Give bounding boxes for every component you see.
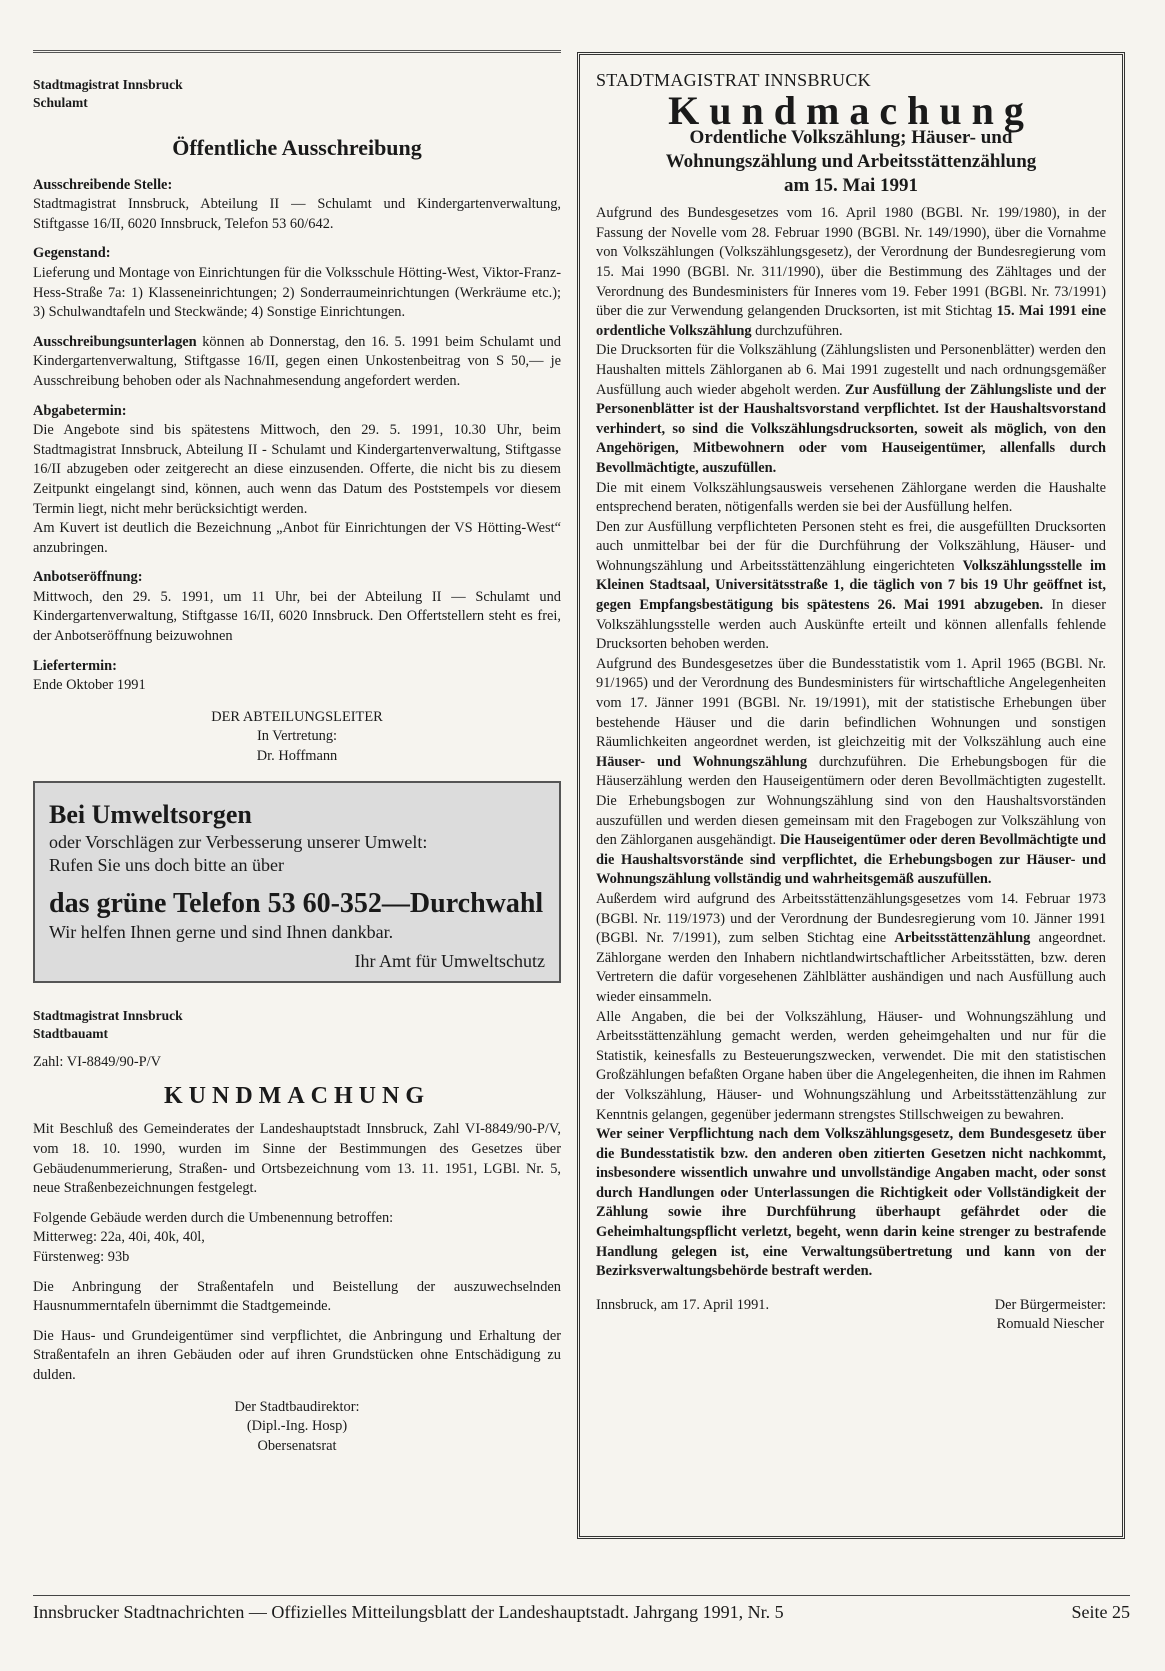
vz-paragraph-5 xyxy=(596,655,1106,890)
umwelt-line-2: Rufen Sie uns doch bitte an über xyxy=(49,854,284,875)
vz-subtitle-2: Wohnungszählung und Arbeitsstättenzählung xyxy=(665,151,1037,173)
unterlagen-text: können ab Donnerstag, den 16. 5. 1991 beim Schulamt und Kindergartenverwaltung, Stiftgasse 16/II, gegen einen Unkostenbeitrag von S 50,— je Ausschreibung behoben oder als Nachnahmesendung angefordert werden. xyxy=(33,333,561,389)
stelle-text: Stadtmagistrat Innsbruck, Abteilung II — Schulamt und Kindergartenverwaltung, Stiftgasse 16/II, 6020 Innsbruck, Telefon 53 60/642. xyxy=(33,196,561,232)
gegenstand-label: Gegenstand: xyxy=(33,245,111,262)
umwelt-box xyxy=(33,781,561,984)
bauamt-title: KUNDMACHUNG xyxy=(164,1082,430,1109)
unterlagen-paragraph xyxy=(33,333,561,392)
left-column xyxy=(33,76,561,1456)
vz-signature xyxy=(596,1296,1106,1335)
umwelt-title: Bei Umweltsorgen xyxy=(49,799,252,829)
footer-rule xyxy=(33,1595,1130,1596)
ausschreibung-dept: Schulamt xyxy=(33,95,88,110)
footer-page-number: Seite 25 xyxy=(1071,1602,1130,1622)
vz-p1a: Aufgrund des Bundesgesetzes vom 16. April 1980 (BGBl. Nr. 199/1980), in der Fassung der Novelle vom 28. Februar 1990 (BGBl. Nr. 149/1990), über die Vornahme von Volkszählungen (Volkszählungsgesetz), der Verordnung der Bundesregierung vom 15. Mai 1990 (BGBl. Nr. 311/1990), über die Bestimmung des Zähltages und der Verordnung des Bundesministers für Inneres vom 19. Feber 1991 (BGBl. Nr. 73/1991) über die zur Verwendung gelangenden Drucksorten, ist mit Stichtag xyxy=(596,205,1106,320)
footer-publication: Innsbrucker Stadtnachrichten — Offizielles Mitteilungsblatt der Landeshauptstadt. Jahrgang 1991, Nr. 5 xyxy=(33,1602,784,1622)
vz-p5d: Die Hauseigentümer oder deren Bevollmächtigte und die Haushaltsvorstände sind verpflichtet, die Erhebungsbogen zur Häuser- und Wohnungszählung vollständig und wahrheitsgemäß auszufüllen. xyxy=(596,832,1106,888)
vz-org: STADTMAGISTRAT INNSBRUCK xyxy=(596,70,871,90)
ausschreibung-title: Öffentliche Ausschreibung xyxy=(172,135,422,160)
bauamt-zahl: Zahl: VI-8849/90-P/V xyxy=(33,1054,162,1071)
vz-p1b: 15. Mai 1991 eine ordentliche Volkszählung xyxy=(596,303,1106,339)
eroeffnung-label: Anbotseröffnung: xyxy=(33,569,143,586)
vz-paragraph-3: Die mit einem Volkszählungsausweis versehenen Zählorgane werden die Haushalte entsprechend beraten, nötigenfalls werden sie bei der Ausfüllung helfen. xyxy=(596,479,1106,516)
vz-p5b: Häuser- und Wohnungszählung xyxy=(596,753,808,770)
bauamt-p2-3: Fürstenweg: 93b xyxy=(33,1248,130,1265)
umwelt-phone: das grüne Telefon 53 60-352—Durchwahl xyxy=(49,887,544,919)
unterlagen-bold: Ausschreibungsunterlagen xyxy=(33,333,197,350)
vz-paragraph-4 xyxy=(596,518,1106,655)
ausschreibung-sig-1: DER ABTEILUNGSLEITER xyxy=(211,708,383,725)
vz-p2a: Die Drucksorten für die Volkszählung (Zählungslisten und Personenblätter) werden den Haushalten mittels Zählorganen ab 6. Mai 1991 zugestellt und nach ordnungsgemäßer Ausfüllung auch wieder abgeholt werden. xyxy=(596,342,1106,398)
bauamt-signature xyxy=(33,1398,561,1457)
vz-signatory xyxy=(995,1296,1106,1335)
stelle-label: Ausschreibende Stelle: xyxy=(33,176,173,193)
vz-p4a: Den zur Ausfüllung verpflichteten Personen steht es frei, die ausgefüllten Drucksorten auch unmittelbar bei der für die Durchführung der Volkszählung, Häuser- und Wohnungszählung und Arbeitsstättenzählung eingerichteten xyxy=(596,518,1106,574)
vz-p2b: Zur Ausfüllung der Zählungsliste und der Personenblätter ist der Haushaltsvorstand verpflichtet. Ist der Haushaltsvorstand verhindert, so sind die Volkszählungsdrucksorten, soweit als möglich, von den Angehörigen, Mitbewohnern oder vom Hauseigentümer, allenfalls durch Bevollmächtigte, auszufüllen. xyxy=(596,381,1106,476)
vz-paragraph-1 xyxy=(596,204,1106,341)
vz-p1c: durchzuführen. xyxy=(751,322,843,339)
umwelt-sign: Ihr Amt für Umweltschutz xyxy=(354,950,545,971)
liefer-label: Liefertermin: xyxy=(33,657,117,674)
bauamt-p4: Die Haus- und Grundeigentümer sind verpflichtet, die Anbringung und Erhaltung der Straßentafeln an ihren Gebäuden oder auf ihren Grundstücken ohne Entschädigung zu dulden. xyxy=(33,1327,561,1383)
bauamt-notice xyxy=(33,1007,561,1456)
vz-p6a: Außerdem wird aufgrund des Arbeitsstättenzählungsgesetzes vom 14. Februar 1973 (BGBl. Nr. 119/1973) und der Verordnung der Bundesregierung vom 10. Jänner 1991 (BGBl. Nr. 7/1991), zum selben Stichtag eine xyxy=(596,890,1106,947)
bauamt-sig-2: (Dipl.-Ing. Hosp) xyxy=(246,1418,348,1435)
page-footer xyxy=(33,1602,1130,1623)
vz-p5a: Aufgrund des Bundesgesetzes über die Bundesstatistik vom 1. April 1965 (BGBl. Nr. 91/1965) und der Verordnung des Bundesministers für wirtschaftliche Angelegenheiten vom 17. Jänner 1991 (BGBl. Nr. 19/1991), mit der statistische Erhebungen über bestehende Häuser und die darin befindlichen Wohnungen und sonstigen Räumlichkeiten angeordnet werden, ist gleichzeitig mit der Volkszählung auch eine xyxy=(596,655,1106,751)
bauamt-sig-1: Der Stadtbaudirektor: xyxy=(234,1398,360,1415)
liefer-text: Ende Oktober 1991 xyxy=(33,677,146,694)
umwelt-line-1: oder Vorschlägen zur Verbesserung unserer Umwelt: xyxy=(49,831,428,852)
top-double-rule xyxy=(33,50,561,53)
eroeffnung-text: Mittwoch, den 29. 5. 1991, um 11 Uhr, bei der Abteilung II — Schulamt und Kindergartenverwaltung, Stiftgasse 16/II, 6020 Innsbruck. Den Offertstellern steht es frei, der Anbotseröffnung beizuwohnen xyxy=(33,588,561,645)
volkszaehlung-notice xyxy=(577,52,1125,1539)
ausschreibung-signature xyxy=(33,708,561,767)
abgabe-text: Die Angebote sind bis spätestens Mittwoch, den 29. 5. 1991, 10.30 Uhr, beim Stadtmagistrat Innsbruck, Abteilung II - Schulamt und Kindergartenverwaltung, Stiftgasse 16/II abzugeben oder zeitgerecht an diese einzusenden. Offerte, die nicht bis zu diesem Zeitpunkt eingelangt sind, können, auch wenn das Datum des Poststempels vor diesem Termin liegt, nicht mehr berücksichtigt werden. xyxy=(33,422,561,517)
kuvert-text: Am Kuvert ist deutlich die Bezeichnung „Anbot für Einrichtungen der VS Hötting-West“ anzubringen. xyxy=(33,520,561,556)
vz-paragraph-2 xyxy=(596,341,1106,478)
bauamt-p2-2: Mitterweg: 22a, 40i, 40k, 40l, xyxy=(33,1229,205,1246)
abgabe-label: Abgabetermin: xyxy=(33,402,127,419)
umwelt-line-3: Wir helfen Ihnen gerne und sind Ihnen dankbar. xyxy=(49,921,394,942)
bauamt-p1: Mit Beschluß des Gemeinderates der Landeshauptstadt Innsbruck, Zahl VI-8849/90-P/V, vom 18. 10. 1990, wurden im Sinne der Bestimmungen des Gesetzes über Gebäudenummerierung, Straßen- und Ortsbezeichnung vom 13. 11. 1951, LGBl. Nr. 5, neue Straßenbezeichnungen festgelegt. xyxy=(33,1121,561,1197)
bauamt-dept: Stadtbauamt xyxy=(33,1026,109,1042)
ausschreibung-org: Stadtmagistrat Innsbruck xyxy=(33,77,183,92)
bauamt-org: Stadtmagistrat Innsbruck xyxy=(33,1008,183,1024)
vz-p5c: durchzuführen. Die Erhebungsbogen für die Häuserzählung werden den Hauseigentümern oder deren Bevollmächtigten zugestellt. Die Erhebungsbogen zur Wohnungszählung sind von den Haushaltsvorständen auszufüllen und werden diesen gemeinsam mit den Fragebogen zur Volkszählung von den Zählorganen ausgehändigt. xyxy=(596,753,1106,849)
ausschreibung-sig-2: In Vertretung: xyxy=(256,728,338,745)
ausschreibung-notice xyxy=(33,76,561,767)
vz-title: Kundmachung xyxy=(668,87,1034,133)
bauamt-p2-1: Folgende Gebäude werden durch die Umbenennung betroffen: xyxy=(33,1209,394,1226)
vz-p4b: Volkszählungsstelle im Kleinen Stadtsaal, Universitätsstraße 1, die täglich von 7 bis 19 Uhr geöffnet ist, gegen Empfangsbestätigung bis spätestens 26. Mai 1991 abzugeben. xyxy=(596,557,1106,614)
vz-sig-1: Der Bürgermeister: xyxy=(994,1296,1106,1313)
bauamt-p3: Die Anbringung der Straßentafeln und Beistellung der auszuwechselnden Hausnummerntafeln übernimmt die Stadtgemeinde. xyxy=(33,1278,561,1315)
ausschreibung-sig-3: Dr. Hoffmann xyxy=(256,748,338,765)
vz-paragraph-7: Alle Angaben, die bei der Volkszählung, Häuser- und Wohnungszählung und Arbeitsstättenzählung gemacht werden, werden geheimgehalten und nur für die Statistik, keinesfalls zu Besteuerungszwecken, verwendet. Die mit den statistischen Großzählungen befaßten Organe haben über die Angelegenheiten, die ihnen im Rahmen der Volkszählung, Häuser- und Wohnungszählung und Arbeitsstättenzählung zur Kenntnis gelangen, gegenüber jedermann strengstes Stillschweigen zu bewahren. xyxy=(596,1008,1106,1123)
vz-paragraph-8: Wer seiner Verpflichtung nach dem Volkszählungsgesetz, dem Bundesgesetz über die Bundesstatistik bzw. den anderen oben zitierten Gesetzen nicht nachkommt, insbesondere wissentlich unwahre und unvollständige Angaben macht, oder sonst durch Handlungen oder Unterlassungen die Richtigkeit oder Vollständigkeit der Zählung sowie ihre Durchführung überhaupt gefährdet oder die Geheimhaltungspflicht verletzt, begeht, wenn darin keine strenger zu bestrafende Handlung gelegen ist, eine Verwaltungsübertretung und kann von der Bezirksverwaltungsbehörde bestraft werden. xyxy=(596,1126,1106,1280)
bauamt-sig-3: Obersenatsrat xyxy=(257,1437,337,1454)
vz-sig-2: Romuald Niescher xyxy=(996,1316,1105,1333)
vz-p4c: In dieser Volkszählungsstelle werden auch Auskünfte erteilt und können allenfalls fehlende Drucksorten behoben werden. xyxy=(596,597,1106,653)
vz-place-date: Innsbruck, am 17. April 1991. xyxy=(596,1296,770,1313)
gegenstand-text: Lieferung und Montage von Einrichtungen für die Volksschule Hötting-West, Viktor-Franz-Hess-Straße 7a: 1) Klasseneinrichtungen; 2) Sonderraumeinrichtungen (Werkräume etc.); 3) Schulwandtafeln und Steckwände; 4) Sonstige Einrichtungen. xyxy=(33,264,561,321)
vz-subtitle-1: Ordentliche Volkszählung; Häuser- und xyxy=(689,127,1013,149)
vz-p6c: angeordnet. Zählorgane werden den Inhabern nichtlandwirtschaftlicher Arbeitsstätten, bzw. deren Vertretern die dafür vorgesehenen Zählblätter aushändigen und nach Ausfüllung auch wieder einsammeln. xyxy=(596,930,1107,1005)
vz-subtitle-3: am 15. Mai 1991 xyxy=(783,175,919,197)
vz-p6b: Arbeitsstättenzählung xyxy=(894,930,1031,947)
vz-paragraph-6 xyxy=(596,890,1106,1008)
